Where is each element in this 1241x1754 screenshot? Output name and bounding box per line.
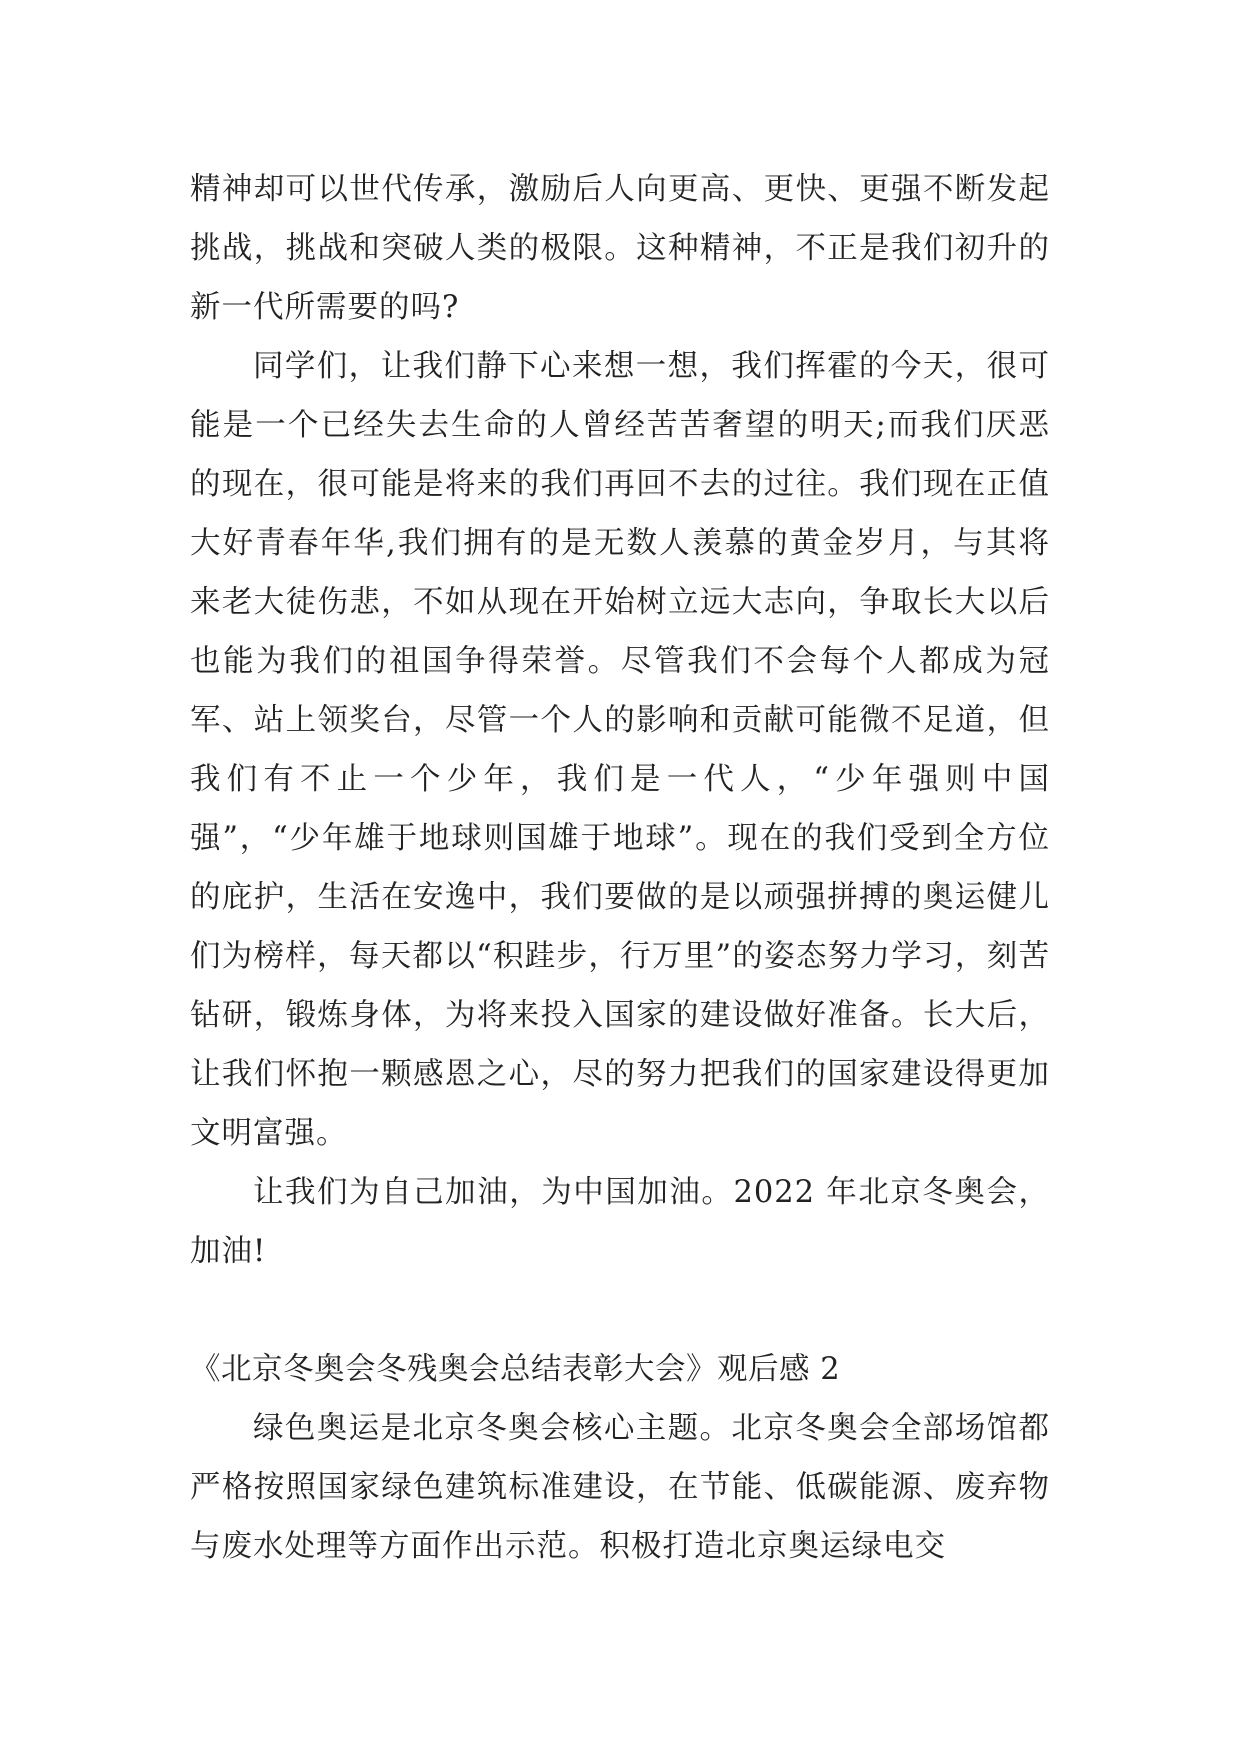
document-body <box>190 160 1050 1576</box>
paragraph-continuation: 精神却可以世代传承，激励后人向更高、更快、更强不断发起挑战，挑战和突破人类的极限。这种精神，不正是我们初升的新一代所需要的吗? <box>190 172 1050 325</box>
section-spacer <box>190 1281 1050 1340</box>
paragraph-reflection: 同学们，让我们静下心来想一想，我们挥霍的今天，很可能是一个已经失去生命的人曾经苦苦奢望的明天;而我们厌恶的现在，很可能是将来的我们再回不去的过往。我们现在正值大好青春年华,我们拥有的是无数人羡慕的黄金岁月，与其将来老大徒伤悲，不如从现在开始树立远大志向，争取长大以后也能为我们的祖国争得荣誉。尽管我们不会每个人都成为冠军、站上领奖台，尽管一个人的影响和贡献可能微不足道，但我们有不止一个少年，我们是一代人，“少年强则中国强”，“少年雄于地球则国雄于地球”。现在的我们受到全方位的庇护，生活在安逸中，我们要做的是以顽强拼搏的奥运健儿们为榜样，每天都以“积跬步，行万里”的姿态努力学习，刻苦钻研，锻炼身体，为将来投入国家的建设做好准备。长大后，让我们怀抱一颗感恩之心，尽的努力把我们的国家建设得更加文明富强。 <box>190 349 1050 1151</box>
section-title: 《北京冬奥会冬残奥会总结表彰大会》观后感 2 <box>190 1352 841 1387</box>
paragraph-green-olympics: 绿色奥运是北京冬奥会核心主题。北京冬奥会全部场馆都严格按照国家绿色建筑标准建设，在节能、低碳能源、废弃物与废水处理等方面作出示范。积极打造北京奥运绿电交 <box>190 1411 1050 1564</box>
paragraph-closing: 让我们为自己加油，为中国加油。2022 年北京冬奥会，加油! <box>190 1175 1050 1269</box>
